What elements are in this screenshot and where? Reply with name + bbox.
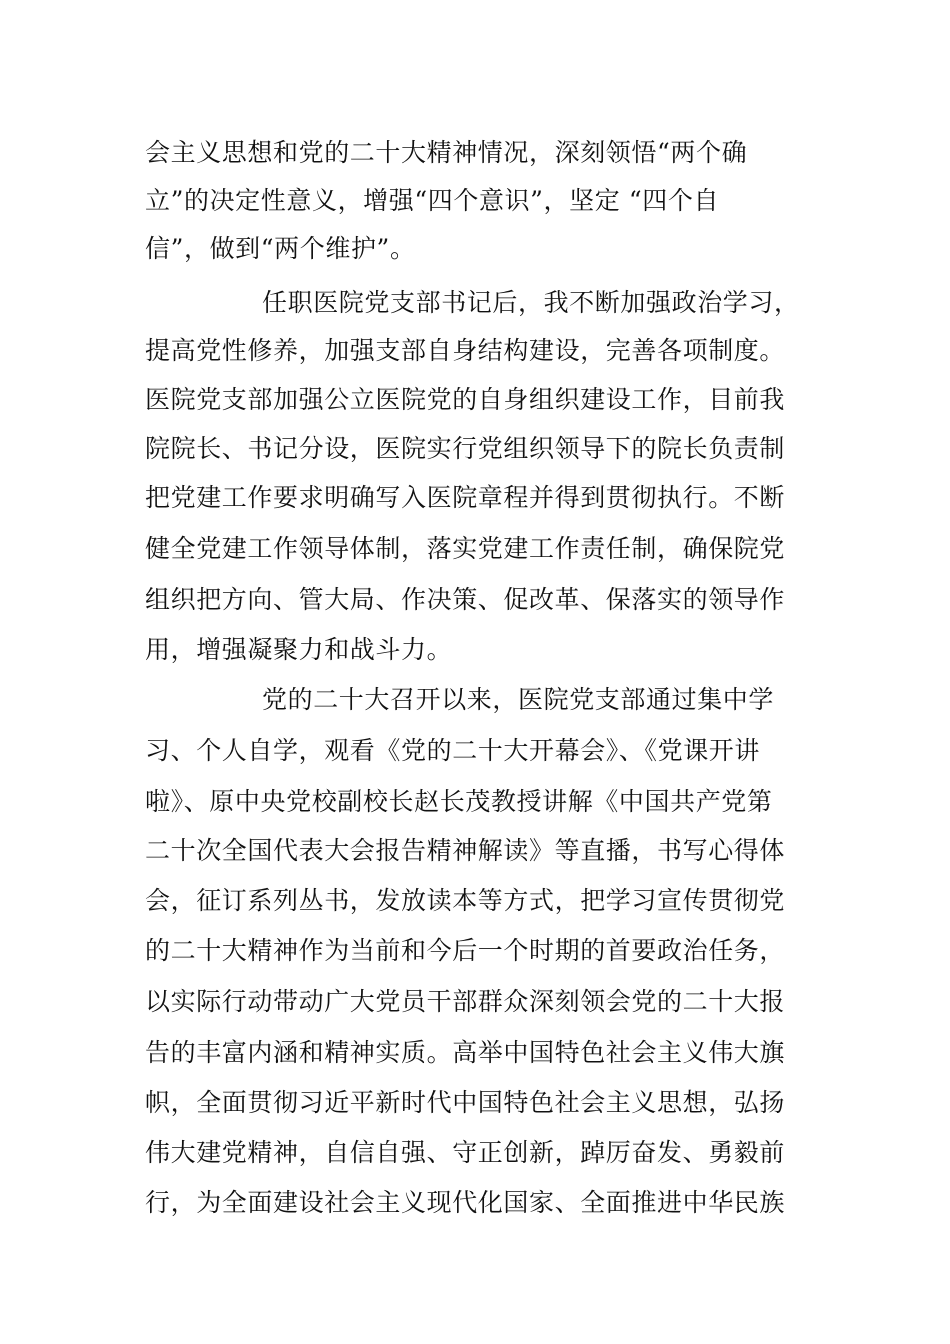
text-line: 提高党性修养，加强支部自身结构建设，完善各项制度。: [145, 336, 786, 365]
text-line: 健全党建工作领导体制，落实党建工作责任制，确保院党: [145, 534, 786, 563]
text-line: 啦》、原中央党校副校长赵长茂教授讲解《中国共产党第: [145, 787, 773, 816]
text-line: 院院长、书记分设，医院实行党组织领导下的院长负责制: [145, 434, 786, 463]
text-line: 立”的决定性意义，增强“四个意识”，坚定 “四个自: [145, 186, 720, 215]
text-line: 会主义思想和党的二十大精神情况，深刻领悟“两个确: [145, 138, 748, 167]
text-line: 任职医院党支部书记后，我不断加强政治学习，: [262, 288, 800, 317]
text-line: 以实际行动带动广大党员干部群众深刻领会党的二十大报: [145, 987, 786, 1016]
text-line: 党的二十大召开以来，医院党支部通过集中学: [262, 685, 775, 714]
text-line: 医院党支部加强公立医院党的自身组织建设工作，目前我: [145, 385, 786, 414]
text-line: 信”，做到“两个维护”。: [145, 234, 416, 263]
text-line: 的二十大精神作为当前和今后一个时期的首要政治任务，: [145, 936, 786, 965]
text-line: 告的丰富内涵和精神实质。高举中国特色社会主义伟大旗: [145, 1038, 786, 1067]
text-line: 帜，全面贯彻习近平新时代中国特色社会主义思想，弘扬: [145, 1088, 786, 1117]
text-line: 习、个人自学，观看《党的二十大开幕会》、《党课开讲: [145, 736, 761, 765]
text-line: 用，增强凝聚力和战斗力。: [145, 635, 453, 664]
text-line: 行，为全面建设社会主义现代化国家、全面推进中华民族: [145, 1188, 786, 1217]
text-line: 把党建工作要求明确写入医院章程并得到贯彻执行。不断: [145, 483, 786, 512]
text-line: 二十次全国代表大会报告精神解读》等直播，书写心得体: [145, 836, 786, 865]
text-line: 会，征订系列丛书，发放读本等方式，把学习宣传贯彻党: [145, 886, 786, 915]
text-line: 伟大建党精神，自信自强、守正创新，踔厉奋发、勇毅前: [145, 1138, 786, 1167]
text-line: 组织把方向、管大局、作决策、促改革、保落实的领导作: [145, 585, 786, 614]
